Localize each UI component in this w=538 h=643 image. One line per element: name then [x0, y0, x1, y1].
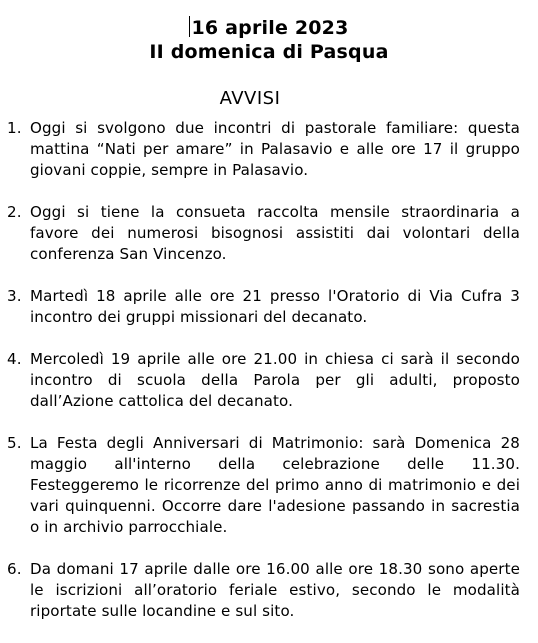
- notice-item: [0, 433, 538, 538]
- date-heading: 16 aprile 2023: [191, 17, 349, 39]
- notice-number: 5.: [7, 434, 22, 452]
- section-title: AVVISI: [219, 88, 281, 109]
- notices-list: [0, 118, 538, 643]
- notice-item: [0, 118, 538, 181]
- notice-number: 2.: [7, 203, 22, 221]
- notice-text: Da domani 17 aprile dalle ore 16.00 alle ore 18.30 sono aperte le iscrizioni all’oratorio feriale estivo, secondo le modalità riportate sulle locandine e sul sito.: [30, 560, 520, 620]
- notice-number: 3.: [7, 287, 22, 305]
- date-line: [0, 16, 538, 40]
- notice-item: [0, 286, 538, 328]
- notice-number: 4.: [7, 350, 22, 368]
- notice-number: 6.: [7, 560, 22, 578]
- notice-item: [0, 559, 538, 622]
- notice-text: Mercoledì 19 aprile alle ore 21.00 in chiesa ci sarà il secondo incontro di scuola della Parola per gli adulti, proposto dall’Azione cattolica del decanato.: [30, 350, 520, 410]
- notice-text: Oggi si tiene la consueta raccolta mensile straordinaria a favore dei numerosi bisognosi assistiti dai volontari della conferenza San Vincenzo.: [30, 203, 520, 263]
- notice-text: Oggi si svolgono due incontri di pastorale familiare: questa mattina “Nati per amare” in Palasavio e alle ore 17 il gruppo giovani coppie, sempre in Palasavio.: [30, 119, 520, 179]
- document-header: [0, 16, 538, 64]
- notice-text: La Festa degli Anniversari di Matrimonio: sarà Domenica 28 maggio all'interno della celebrazione delle 11.30. Festeggeremo le ricorrenze del primo anno di matrimonio e dei vari quinquenni. Occorre dare l'adesione passando in sacrestia o in archivio parrocchiale.: [30, 434, 520, 536]
- notice-item: [0, 349, 538, 412]
- liturgical-sunday-heading: II domenica di Pasqua: [149, 41, 389, 63]
- notice-text: Martedì 18 aprile alle ore 21 presso l'Oratorio di Via Cufra 3 incontro dei gruppi missionari del decanato.: [30, 287, 520, 326]
- notice-number: 1.: [7, 119, 22, 137]
- notice-item: [0, 202, 538, 265]
